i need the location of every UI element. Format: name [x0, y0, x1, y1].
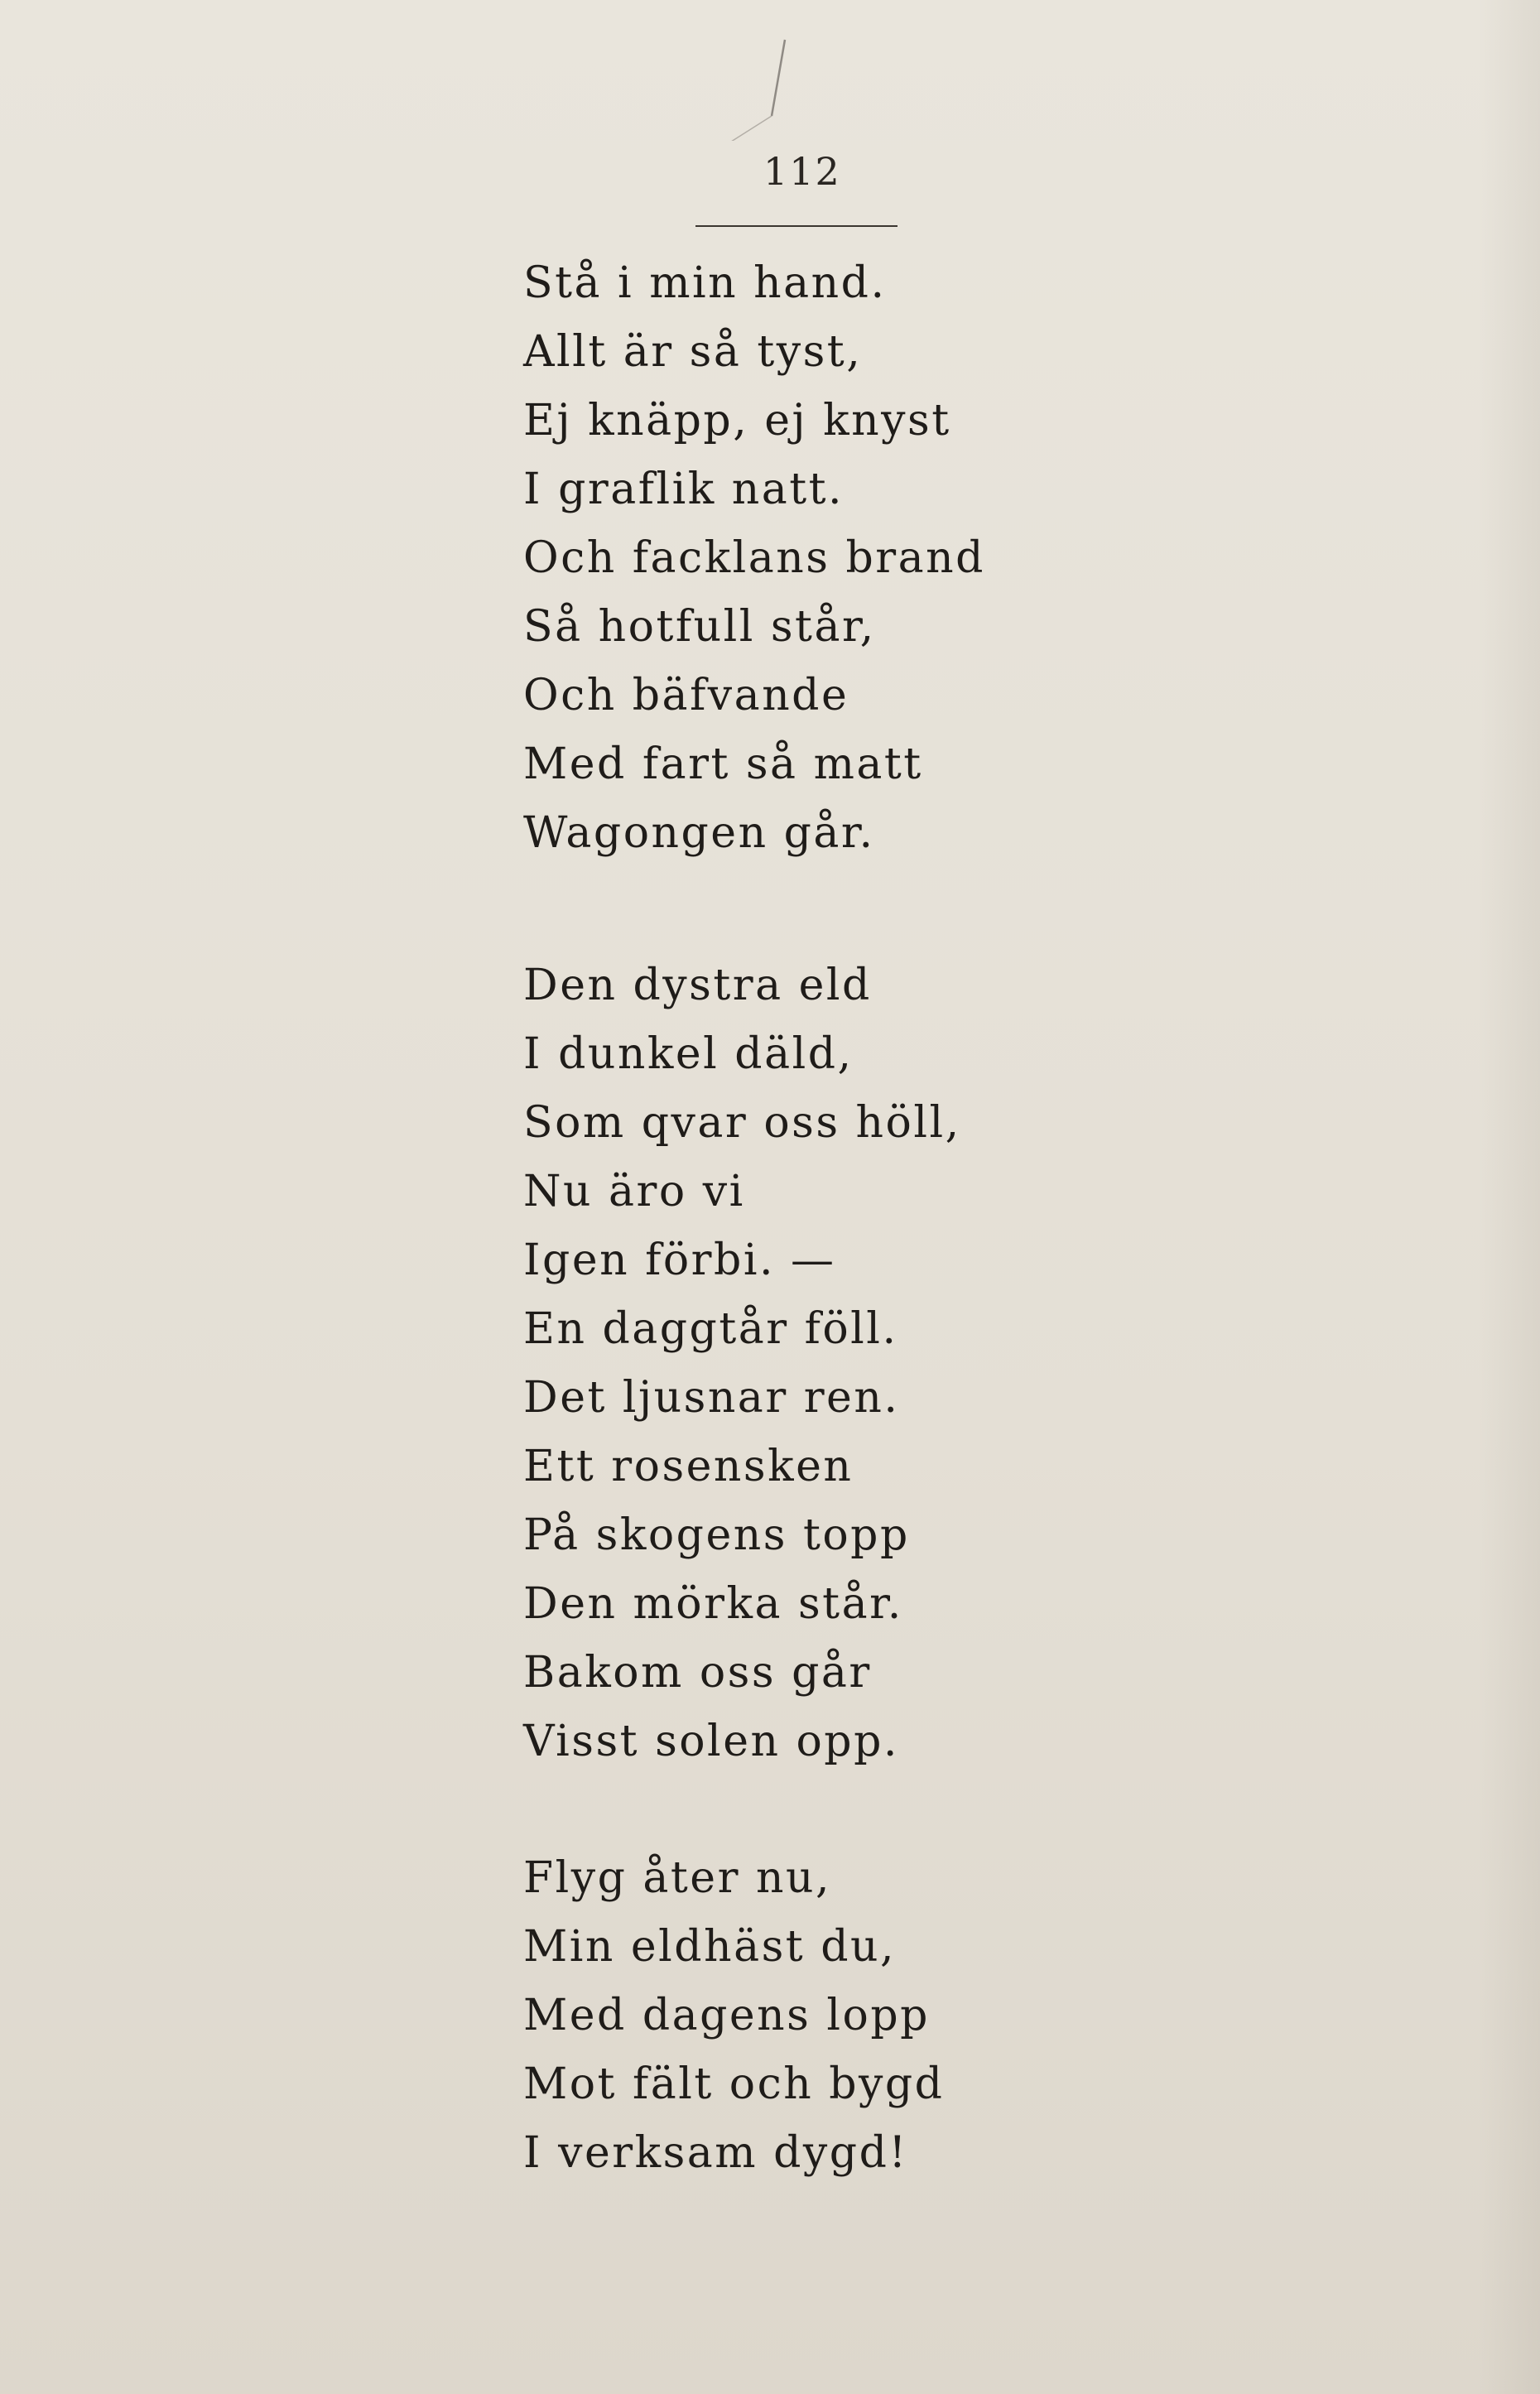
poem-line: Visst solen opp.	[523, 1717, 899, 1766]
pencil-mark	[712, 33, 811, 141]
poem-line: Som qvar oss höll,	[523, 1098, 961, 1148]
poem-line: Mot fält och bygd	[523, 2059, 945, 2109]
poem-line: I verksam dygd!	[523, 2128, 908, 2178]
poem-line: Ej knäpp, ej knyst	[523, 396, 951, 446]
poem-line: Nu äro vi	[523, 1167, 745, 1216]
poem-line: Med dagens lopp	[523, 1991, 930, 2040]
poem-line: På skogens topp	[523, 1510, 910, 1560]
header-rule	[695, 225, 898, 227]
page-number: 112	[763, 149, 841, 194]
poem-line: Igen förbi. —	[523, 1236, 836, 1285]
poem-line: Stå i min hand.	[523, 258, 887, 308]
poem-line: Den mörka står.	[523, 1579, 903, 1629]
poem-line: En daggtår föll.	[523, 1304, 898, 1354]
poem-line: Bakom oss går	[523, 1648, 872, 1698]
poem-line: Så hotfull står,	[523, 602, 876, 652]
poem-line: Wagongen går.	[523, 808, 875, 858]
poem-line: Och facklans brand	[523, 533, 985, 583]
poem-line: Det ljusnar ren.	[523, 1373, 900, 1423]
poem-line: I dunkel däld,	[523, 1029, 854, 1079]
poem-line: Min eldhäst du,	[523, 1922, 896, 1972]
poem-line: Med fart så matt	[523, 739, 923, 789]
poem-line: Den dystra eld	[523, 961, 872, 1010]
poem-line: Ett rosensken	[523, 1442, 854, 1491]
poem-line: I graflik natt.	[523, 465, 845, 514]
poem-line: Allt är så tyst,	[523, 327, 863, 377]
poem-line: Och bäfvande	[523, 671, 849, 720]
poem-line: Flyg åter nu,	[523, 1853, 831, 1903]
